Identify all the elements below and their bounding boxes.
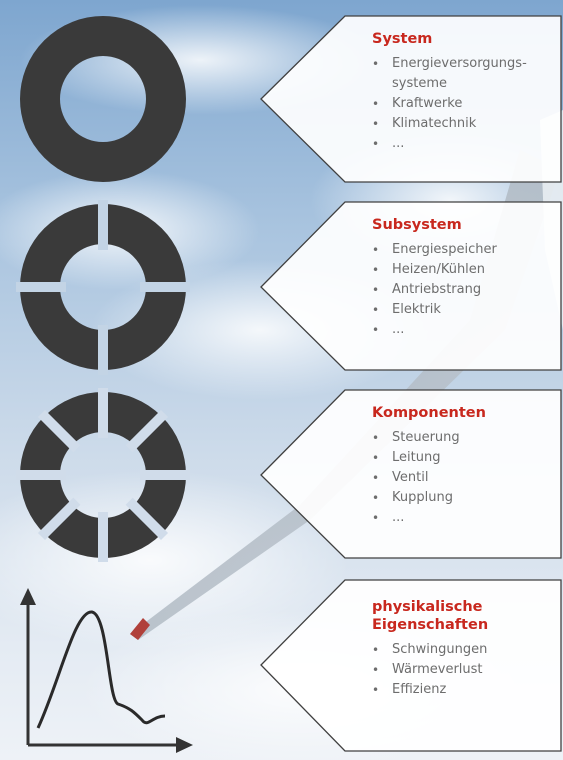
system-title: System	[372, 31, 433, 47]
list-item: • Schwingungen	[372, 640, 557, 660]
list-item: • ...	[372, 508, 557, 528]
list-item: • Ventil	[372, 468, 557, 488]
subsystem-box	[372, 216, 557, 340]
list-item: • Energieversorgungs- systeme	[372, 54, 557, 94]
komponenten-title: Komponenten	[372, 405, 486, 421]
list-item: • Heizen/Kühlen	[372, 260, 557, 280]
list-item: • Kraftwerke	[372, 94, 557, 114]
list-item: • Steuerung	[372, 428, 557, 448]
subsystem-title: Subsystem	[372, 217, 462, 233]
list-item: • ...	[372, 320, 557, 340]
list-item: • Kupplung	[372, 488, 557, 508]
list-item: • Wärmeverlust	[372, 660, 557, 680]
list-item: • Antriebstrang	[372, 280, 557, 300]
list-item: • Effizienz	[372, 680, 557, 700]
list-item: • Energiespeicher	[372, 240, 557, 260]
subsystem-list	[372, 240, 557, 340]
komponenten-box	[372, 404, 557, 528]
list-item: • Leitung	[372, 448, 557, 468]
list-item: • Klimatechnik	[372, 114, 557, 134]
eigenschaften-box	[372, 598, 557, 700]
eigenschaften-title: physikalische Eigenschaften	[372, 599, 489, 633]
system-list	[372, 54, 557, 154]
list-item: • ...	[372, 134, 557, 154]
system-box	[372, 30, 557, 154]
komponenten-list	[372, 428, 557, 528]
list-item: • Elektrik	[372, 300, 557, 320]
eigenschaften-list	[372, 640, 557, 700]
